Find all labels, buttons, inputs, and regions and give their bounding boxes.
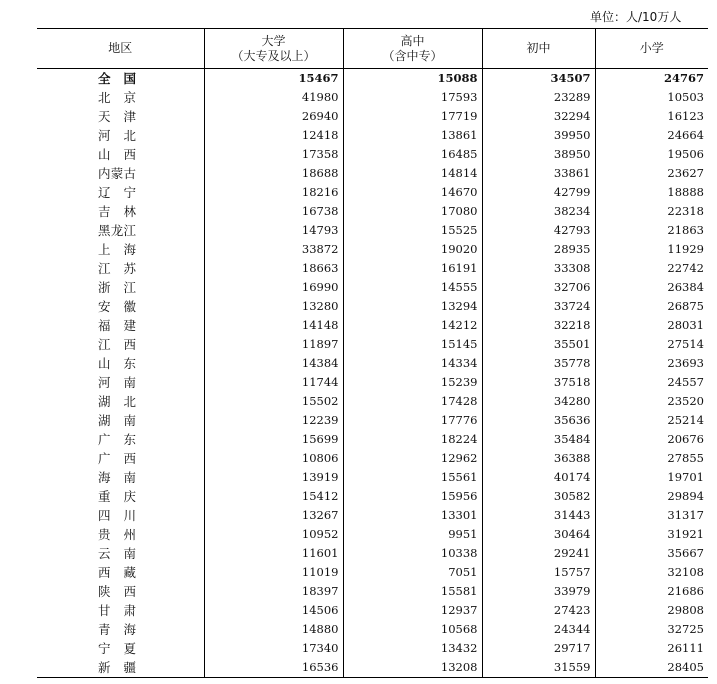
region-cell bbox=[37, 525, 204, 544]
high-school-cell: 13208 bbox=[343, 658, 482, 678]
high-school-cell: 15561 bbox=[343, 468, 482, 487]
table-row bbox=[37, 202, 708, 221]
primary-cell: 21863 bbox=[595, 221, 708, 240]
junior-high-cell: 15757 bbox=[482, 563, 595, 582]
table-row bbox=[37, 259, 708, 278]
region-name: 海南 bbox=[98, 470, 136, 485]
table-row bbox=[37, 468, 708, 487]
primary-cell: 27855 bbox=[595, 449, 708, 468]
junior-high-cell: 40174 bbox=[482, 468, 595, 487]
junior-high-cell: 35501 bbox=[482, 335, 595, 354]
primary-cell: 35667 bbox=[595, 544, 708, 563]
table-row bbox=[37, 430, 708, 449]
region-cell bbox=[37, 145, 204, 164]
table-row bbox=[37, 354, 708, 373]
region-name: 安徽 bbox=[98, 299, 136, 314]
junior-high-cell: 23289 bbox=[482, 88, 595, 107]
region-name: 全国 bbox=[98, 71, 136, 86]
education-table bbox=[37, 28, 708, 678]
primary-cell: 16123 bbox=[595, 107, 708, 126]
primary-cell: 23627 bbox=[595, 164, 708, 183]
junior-high-cell: 29241 bbox=[482, 544, 595, 563]
university-cell: 16990 bbox=[204, 278, 343, 297]
primary-cell: 31317 bbox=[595, 506, 708, 525]
region-name: 辽宁 bbox=[98, 185, 136, 200]
region-cell bbox=[37, 240, 204, 259]
region-name: 湖北 bbox=[98, 394, 136, 409]
junior-high-cell: 32294 bbox=[482, 107, 595, 126]
region-cell bbox=[37, 278, 204, 297]
table-row bbox=[37, 506, 708, 525]
junior-high-cell: 30582 bbox=[482, 487, 595, 506]
primary-cell: 32725 bbox=[595, 620, 708, 639]
table-row bbox=[37, 107, 708, 126]
high-school-cell: 18224 bbox=[343, 430, 482, 449]
junior-high-cell: 37518 bbox=[482, 373, 595, 392]
high-school-cell: 13301 bbox=[343, 506, 482, 525]
junior-high-cell: 31443 bbox=[482, 506, 595, 525]
high-school-cell: 16485 bbox=[343, 145, 482, 164]
region-cell bbox=[37, 88, 204, 107]
region-name: 广东 bbox=[98, 432, 136, 447]
region-name: 青海 bbox=[98, 622, 136, 637]
primary-cell: 31921 bbox=[595, 525, 708, 544]
region-name: 山东 bbox=[98, 356, 136, 371]
high-school-cell: 17080 bbox=[343, 202, 482, 221]
high-school-cell: 17593 bbox=[343, 88, 482, 107]
region-cell bbox=[37, 620, 204, 639]
region-cell bbox=[37, 202, 204, 221]
unit-label: 单位：人/10万人 bbox=[590, 10, 682, 24]
high-school-cell: 13294 bbox=[343, 297, 482, 316]
table-row bbox=[37, 582, 708, 601]
region-cell bbox=[37, 221, 204, 240]
high-school-cell: 15088 bbox=[343, 69, 482, 89]
header-university bbox=[204, 29, 343, 69]
high-school-cell: 12937 bbox=[343, 601, 482, 620]
primary-cell: 21686 bbox=[595, 582, 708, 601]
region-cell bbox=[37, 316, 204, 335]
table-row bbox=[37, 240, 708, 259]
junior-high-cell: 35484 bbox=[482, 430, 595, 449]
university-cell: 12418 bbox=[204, 126, 343, 145]
junior-high-cell: 24344 bbox=[482, 620, 595, 639]
high-school-cell: 17428 bbox=[343, 392, 482, 411]
table-row bbox=[37, 373, 708, 392]
region-cell bbox=[37, 506, 204, 525]
region-cell bbox=[37, 658, 204, 678]
university-cell: 15412 bbox=[204, 487, 343, 506]
high-school-cell: 16191 bbox=[343, 259, 482, 278]
region-name: 江西 bbox=[98, 337, 136, 352]
junior-high-cell: 42793 bbox=[482, 221, 595, 240]
university-cell: 16536 bbox=[204, 658, 343, 678]
region-cell bbox=[37, 468, 204, 487]
junior-high-cell: 33979 bbox=[482, 582, 595, 601]
university-cell: 14506 bbox=[204, 601, 343, 620]
primary-cell: 10503 bbox=[595, 88, 708, 107]
university-cell: 10806 bbox=[204, 449, 343, 468]
junior-high-cell: 32218 bbox=[482, 316, 595, 335]
junior-high-cell: 35636 bbox=[482, 411, 595, 430]
table-row bbox=[37, 487, 708, 506]
university-cell: 11601 bbox=[204, 544, 343, 563]
table-row bbox=[37, 449, 708, 468]
primary-cell: 26875 bbox=[595, 297, 708, 316]
primary-cell: 24557 bbox=[595, 373, 708, 392]
table-header-row bbox=[37, 29, 708, 69]
university-cell: 41980 bbox=[204, 88, 343, 107]
junior-high-cell: 32706 bbox=[482, 278, 595, 297]
table-row bbox=[37, 392, 708, 411]
junior-high-cell: 29717 bbox=[482, 639, 595, 658]
table-row bbox=[37, 563, 708, 582]
region-cell bbox=[37, 69, 204, 89]
region-cell bbox=[37, 259, 204, 278]
university-cell: 11897 bbox=[204, 335, 343, 354]
high-school-cell: 13432 bbox=[343, 639, 482, 658]
junior-high-cell: 42799 bbox=[482, 183, 595, 202]
junior-high-cell: 33861 bbox=[482, 164, 595, 183]
high-school-cell: 14334 bbox=[343, 354, 482, 373]
high-school-cell: 14670 bbox=[343, 183, 482, 202]
primary-cell: 26384 bbox=[595, 278, 708, 297]
header-university-sub: （大专及以上） bbox=[231, 48, 316, 63]
primary-cell: 25214 bbox=[595, 411, 708, 430]
table-row bbox=[37, 601, 708, 620]
table-row bbox=[37, 69, 708, 89]
university-cell: 15502 bbox=[204, 392, 343, 411]
region-name: 重庆 bbox=[98, 489, 136, 504]
university-cell: 14148 bbox=[204, 316, 343, 335]
university-cell: 18216 bbox=[204, 183, 343, 202]
university-cell: 14384 bbox=[204, 354, 343, 373]
table-row bbox=[37, 411, 708, 430]
table-row bbox=[37, 335, 708, 354]
university-cell: 16738 bbox=[204, 202, 343, 221]
high-school-cell: 15145 bbox=[343, 335, 482, 354]
region-cell bbox=[37, 183, 204, 202]
region-name: 上海 bbox=[98, 242, 136, 257]
primary-cell: 23520 bbox=[595, 392, 708, 411]
region-cell bbox=[37, 335, 204, 354]
primary-cell: 28031 bbox=[595, 316, 708, 335]
university-cell: 14793 bbox=[204, 221, 343, 240]
junior-high-cell: 33308 bbox=[482, 259, 595, 278]
university-cell: 18688 bbox=[204, 164, 343, 183]
junior-high-cell: 35778 bbox=[482, 354, 595, 373]
primary-cell: 23693 bbox=[595, 354, 708, 373]
region-cell bbox=[37, 563, 204, 582]
primary-cell: 22318 bbox=[595, 202, 708, 221]
high-school-cell: 15239 bbox=[343, 373, 482, 392]
junior-high-cell: 30464 bbox=[482, 525, 595, 544]
table-row bbox=[37, 658, 708, 678]
header-high-school bbox=[343, 29, 482, 69]
high-school-cell: 17776 bbox=[343, 411, 482, 430]
region-name: 陕西 bbox=[98, 584, 136, 599]
table-row bbox=[37, 164, 708, 183]
table-row bbox=[37, 221, 708, 240]
region-name: 贵州 bbox=[98, 527, 136, 542]
primary-cell: 18888 bbox=[595, 183, 708, 202]
junior-high-cell: 38234 bbox=[482, 202, 595, 221]
table-row bbox=[37, 126, 708, 145]
junior-high-cell: 34280 bbox=[482, 392, 595, 411]
header-primary: 小学 bbox=[595, 29, 708, 69]
junior-high-cell: 39950 bbox=[482, 126, 595, 145]
region-name: 天津 bbox=[98, 109, 136, 124]
university-cell: 18397 bbox=[204, 582, 343, 601]
university-cell: 26940 bbox=[204, 107, 343, 126]
university-cell: 13267 bbox=[204, 506, 343, 525]
university-cell: 13919 bbox=[204, 468, 343, 487]
table-row bbox=[37, 316, 708, 335]
high-school-cell: 10338 bbox=[343, 544, 482, 563]
region-name: 新疆 bbox=[98, 660, 136, 675]
table-body bbox=[37, 69, 708, 678]
university-cell: 33872 bbox=[204, 240, 343, 259]
university-cell: 11744 bbox=[204, 373, 343, 392]
primary-cell: 11929 bbox=[595, 240, 708, 259]
region-name: 江苏 bbox=[98, 261, 136, 276]
region-name: 河北 bbox=[98, 128, 136, 143]
high-school-cell: 19020 bbox=[343, 240, 482, 259]
primary-cell: 24664 bbox=[595, 126, 708, 145]
table-row bbox=[37, 525, 708, 544]
university-cell: 15699 bbox=[204, 430, 343, 449]
primary-cell: 24767 bbox=[595, 69, 708, 89]
region-name: 四川 bbox=[98, 508, 136, 523]
table-row bbox=[37, 88, 708, 107]
high-school-cell: 7051 bbox=[343, 563, 482, 582]
table-row bbox=[37, 620, 708, 639]
primary-cell: 19701 bbox=[595, 468, 708, 487]
junior-high-cell: 38950 bbox=[482, 145, 595, 164]
region-cell bbox=[37, 544, 204, 563]
header-region: 地区 bbox=[37, 29, 204, 69]
region-name: 内蒙古 bbox=[98, 166, 136, 181]
primary-cell: 20676 bbox=[595, 430, 708, 449]
region-name: 浙江 bbox=[98, 280, 136, 295]
region-name: 北京 bbox=[98, 90, 136, 105]
region-name: 福建 bbox=[98, 318, 136, 333]
header-junior-high: 初中 bbox=[482, 29, 595, 69]
junior-high-cell: 34507 bbox=[482, 69, 595, 89]
university-cell: 11019 bbox=[204, 563, 343, 582]
high-school-cell: 14814 bbox=[343, 164, 482, 183]
region-cell bbox=[37, 107, 204, 126]
table-row bbox=[37, 639, 708, 658]
primary-cell: 22742 bbox=[595, 259, 708, 278]
table-row bbox=[37, 544, 708, 563]
header-university-label: 大学 bbox=[261, 33, 286, 48]
high-school-cell: 15956 bbox=[343, 487, 482, 506]
high-school-cell: 9951 bbox=[343, 525, 482, 544]
primary-cell: 27514 bbox=[595, 335, 708, 354]
header-high-school-label: 高中 bbox=[400, 33, 425, 48]
region-name: 河南 bbox=[98, 375, 136, 390]
primary-cell: 28405 bbox=[595, 658, 708, 678]
university-cell: 17340 bbox=[204, 639, 343, 658]
primary-cell: 26111 bbox=[595, 639, 708, 658]
high-school-cell: 14555 bbox=[343, 278, 482, 297]
university-cell: 13280 bbox=[204, 297, 343, 316]
region-cell bbox=[37, 601, 204, 620]
high-school-cell: 13861 bbox=[343, 126, 482, 145]
region-cell bbox=[37, 639, 204, 658]
region-name: 吉林 bbox=[98, 204, 136, 219]
region-name: 西藏 bbox=[98, 565, 136, 580]
region-name: 山西 bbox=[98, 147, 136, 162]
region-cell bbox=[37, 164, 204, 183]
region-cell bbox=[37, 392, 204, 411]
region-cell bbox=[37, 582, 204, 601]
region-name: 宁夏 bbox=[98, 641, 136, 656]
primary-cell: 29894 bbox=[595, 487, 708, 506]
high-school-cell: 14212 bbox=[343, 316, 482, 335]
table-row bbox=[37, 278, 708, 297]
university-cell: 14880 bbox=[204, 620, 343, 639]
region-cell bbox=[37, 449, 204, 468]
junior-high-cell: 36388 bbox=[482, 449, 595, 468]
high-school-cell: 15581 bbox=[343, 582, 482, 601]
high-school-cell: 10568 bbox=[343, 620, 482, 639]
header-high-school-sub: （含中专） bbox=[382, 48, 443, 63]
high-school-cell: 15525 bbox=[343, 221, 482, 240]
region-name: 甘肃 bbox=[98, 603, 136, 618]
university-cell: 17358 bbox=[204, 145, 343, 164]
region-name: 云南 bbox=[98, 546, 136, 561]
region-cell bbox=[37, 297, 204, 316]
table-row bbox=[37, 297, 708, 316]
table-row bbox=[37, 183, 708, 202]
university-cell: 18663 bbox=[204, 259, 343, 278]
region-cell bbox=[37, 354, 204, 373]
high-school-cell: 12962 bbox=[343, 449, 482, 468]
table-row bbox=[37, 145, 708, 164]
region-name: 广西 bbox=[98, 451, 136, 466]
high-school-cell: 17719 bbox=[343, 107, 482, 126]
region-cell bbox=[37, 487, 204, 506]
region-cell bbox=[37, 126, 204, 145]
junior-high-cell: 27423 bbox=[482, 601, 595, 620]
university-cell: 12239 bbox=[204, 411, 343, 430]
primary-cell: 19506 bbox=[595, 145, 708, 164]
region-cell bbox=[37, 411, 204, 430]
primary-cell: 29808 bbox=[595, 601, 708, 620]
primary-cell: 32108 bbox=[595, 563, 708, 582]
region-name: 黑龙江 bbox=[98, 223, 136, 238]
university-cell: 10952 bbox=[204, 525, 343, 544]
region-cell bbox=[37, 373, 204, 392]
region-name: 湖南 bbox=[98, 413, 136, 428]
junior-high-cell: 31559 bbox=[482, 658, 595, 678]
university-cell: 15467 bbox=[204, 69, 343, 89]
junior-high-cell: 28935 bbox=[482, 240, 595, 259]
junior-high-cell: 33724 bbox=[482, 297, 595, 316]
region-cell bbox=[37, 430, 204, 449]
